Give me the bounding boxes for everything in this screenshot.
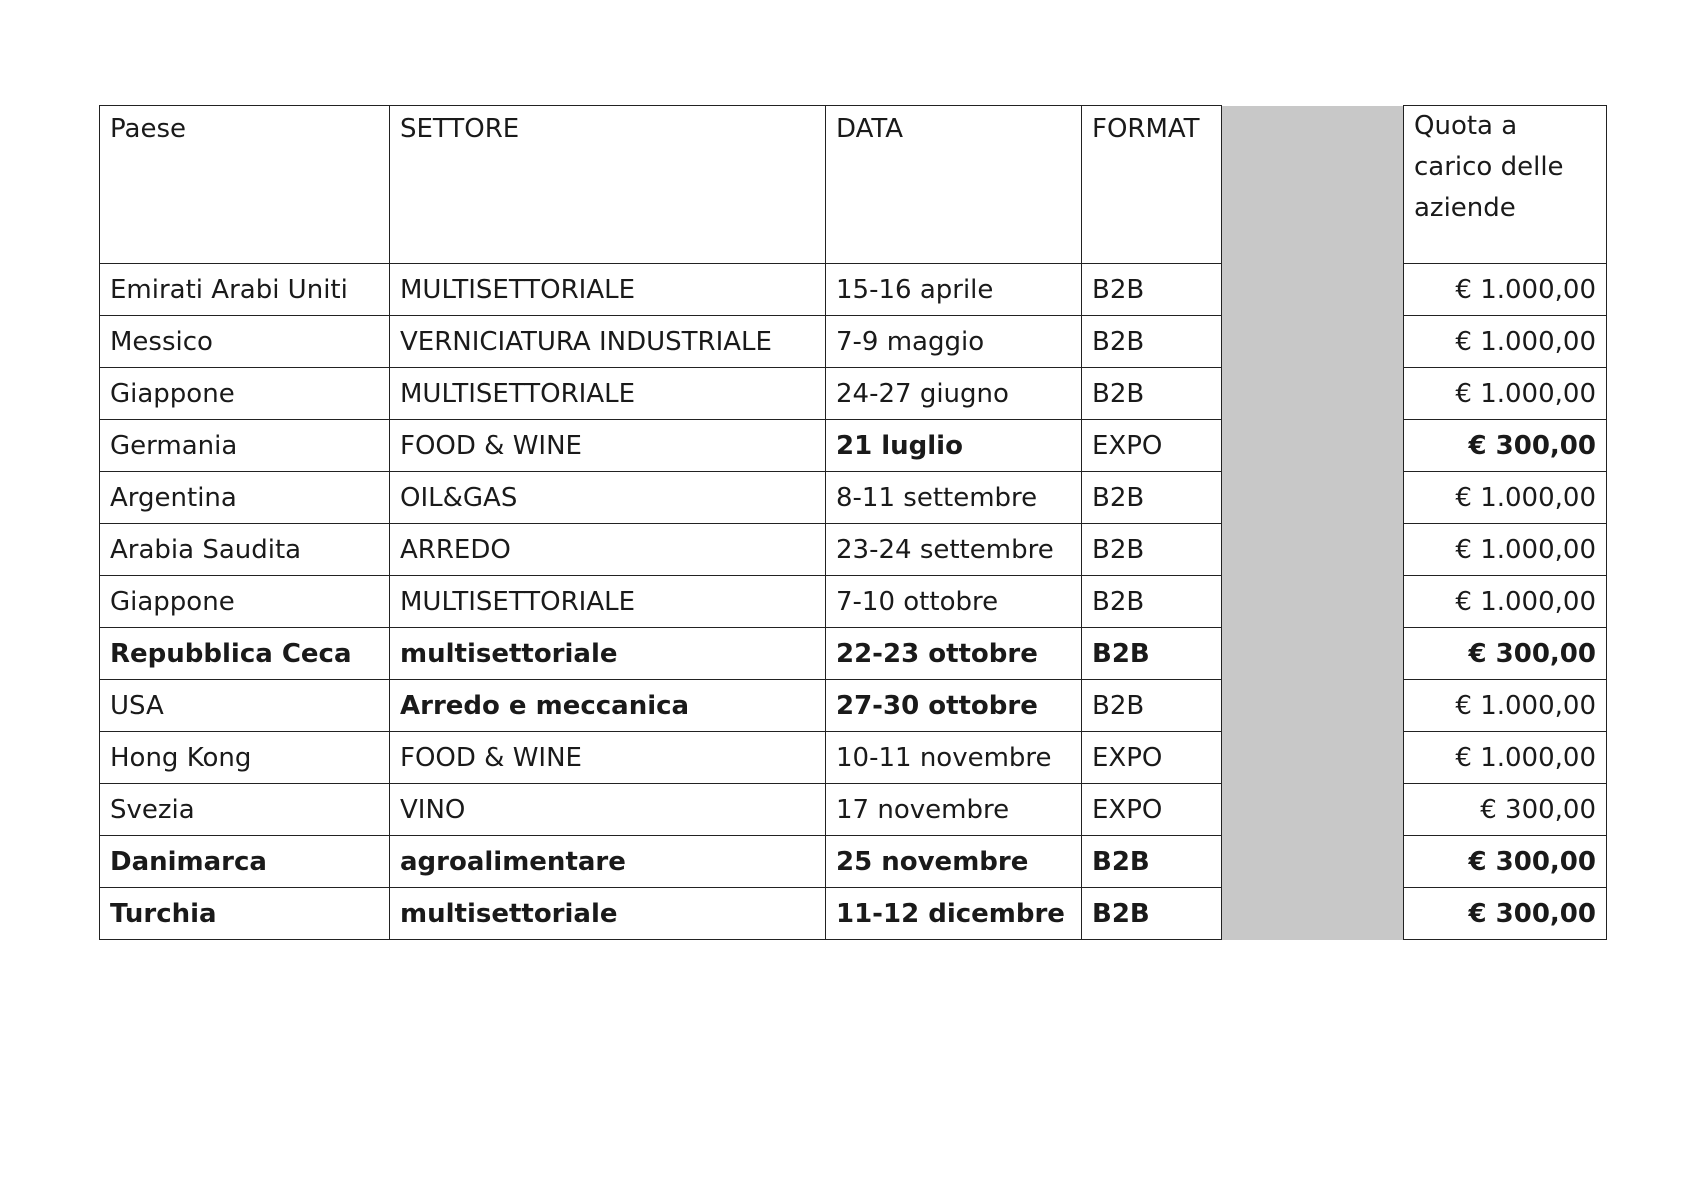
cell-settore: Arredo e meccanica — [390, 680, 826, 732]
cell-format: B2B — [1082, 472, 1222, 524]
cell-quota: € 300,00 — [1404, 836, 1607, 888]
table-row — [100, 420, 1607, 472]
shaded-cell — [1222, 316, 1404, 368]
shaded-cell — [1222, 680, 1404, 732]
cell-quota: € 300,00 — [1404, 888, 1607, 940]
shaded-cell — [1222, 784, 1404, 836]
cell-settore: multisettoriale — [390, 628, 826, 680]
cell-quota: € 1.000,00 — [1404, 680, 1607, 732]
cell-paese: USA — [100, 680, 390, 732]
cell-settore: MULTISETTORIALE — [390, 264, 826, 316]
cell-data: 7-10 ottobre — [826, 576, 1082, 628]
cell-format: B2B — [1082, 264, 1222, 316]
cell-format: B2B — [1082, 316, 1222, 368]
header-quota: Quota a carico delle aziende — [1404, 106, 1607, 264]
shaded-cell — [1222, 576, 1404, 628]
shaded-cell — [1222, 888, 1404, 940]
cell-paese: Turchia — [100, 888, 390, 940]
cell-format: EXPO — [1082, 784, 1222, 836]
table-row — [100, 576, 1607, 628]
table-row — [100, 472, 1607, 524]
cell-paese: Argentina — [100, 472, 390, 524]
cell-quota: € 1.000,00 — [1404, 472, 1607, 524]
cell-quota: € 1.000,00 — [1404, 576, 1607, 628]
cell-quota: € 1.000,00 — [1404, 368, 1607, 420]
cell-paese: Repubblica Ceca — [100, 628, 390, 680]
cell-data: 7-9 maggio — [826, 316, 1082, 368]
cell-format: B2B — [1082, 836, 1222, 888]
cell-format: B2B — [1082, 888, 1222, 940]
shaded-cell — [1222, 836, 1404, 888]
cell-format: B2B — [1082, 576, 1222, 628]
cell-paese: Messico — [100, 316, 390, 368]
cell-settore: OIL&GAS — [390, 472, 826, 524]
shaded-cell — [1222, 472, 1404, 524]
table-row — [100, 368, 1607, 420]
events-table — [99, 105, 1607, 940]
cell-paese: Arabia Saudita — [100, 524, 390, 576]
cell-data: 10-11 novembre — [826, 732, 1082, 784]
table-row — [100, 264, 1607, 316]
shaded-cell — [1222, 420, 1404, 472]
cell-quota: € 300,00 — [1404, 784, 1607, 836]
cell-paese: Giappone — [100, 368, 390, 420]
cell-quota: € 1.000,00 — [1404, 524, 1607, 576]
cell-settore: agroalimentare — [390, 836, 826, 888]
cell-quota: € 1.000,00 — [1404, 316, 1607, 368]
cell-data: 24-27 giugno — [826, 368, 1082, 420]
table-row — [100, 784, 1607, 836]
cell-data: 23-24 settembre — [826, 524, 1082, 576]
cell-format: B2B — [1082, 680, 1222, 732]
table-row — [100, 524, 1607, 576]
shaded-cell — [1222, 628, 1404, 680]
cell-paese: Giappone — [100, 576, 390, 628]
cell-settore: multisettoriale — [390, 888, 826, 940]
cell-settore: FOOD & WINE — [390, 732, 826, 784]
cell-paese: Danimarca — [100, 836, 390, 888]
cell-data: 11-12 dicembre — [826, 888, 1082, 940]
table-row — [100, 836, 1607, 888]
table-row — [100, 680, 1607, 732]
table-body — [100, 264, 1607, 940]
header-format: FORMAT — [1082, 106, 1222, 264]
cell-format: EXPO — [1082, 420, 1222, 472]
cell-quota: € 300,00 — [1404, 420, 1607, 472]
shaded-cell — [1222, 368, 1404, 420]
shaded-cell — [1222, 264, 1404, 316]
header-settore: SETTORE — [390, 106, 826, 264]
cell-quota: € 1.000,00 — [1404, 732, 1607, 784]
cell-data: 17 novembre — [826, 784, 1082, 836]
shaded-cell — [1222, 732, 1404, 784]
cell-data: 27-30 ottobre — [826, 680, 1082, 732]
cell-settore: FOOD & WINE — [390, 420, 826, 472]
shaded-column — [1222, 106, 1404, 264]
cell-settore: MULTISETTORIALE — [390, 368, 826, 420]
cell-data: 15-16 aprile — [826, 264, 1082, 316]
table-row — [100, 732, 1607, 784]
cell-paese: Emirati Arabi Uniti — [100, 264, 390, 316]
cell-format: B2B — [1082, 524, 1222, 576]
table-row — [100, 888, 1607, 940]
table-row — [100, 628, 1607, 680]
cell-data: 22-23 ottobre — [826, 628, 1082, 680]
cell-data: 8-11 settembre — [826, 472, 1082, 524]
cell-settore: VINO — [390, 784, 826, 836]
cell-settore: ARREDO — [390, 524, 826, 576]
shaded-cell — [1222, 524, 1404, 576]
header-row — [100, 106, 1607, 264]
cell-format: B2B — [1082, 368, 1222, 420]
cell-settore: MULTISETTORIALE — [390, 576, 826, 628]
cell-data: 25 novembre — [826, 836, 1082, 888]
cell-quota: € 1.000,00 — [1404, 264, 1607, 316]
cell-settore: VERNICIATURA INDUSTRIALE — [390, 316, 826, 368]
cell-data: 21 luglio — [826, 420, 1082, 472]
cell-paese: Germania — [100, 420, 390, 472]
cell-paese: Svezia — [100, 784, 390, 836]
table-row — [100, 316, 1607, 368]
header-data: DATA — [826, 106, 1082, 264]
cell-format: EXPO — [1082, 732, 1222, 784]
cell-quota: € 300,00 — [1404, 628, 1607, 680]
cell-format: B2B — [1082, 628, 1222, 680]
header-paese: Paese — [100, 106, 390, 264]
cell-paese: Hong Kong — [100, 732, 390, 784]
